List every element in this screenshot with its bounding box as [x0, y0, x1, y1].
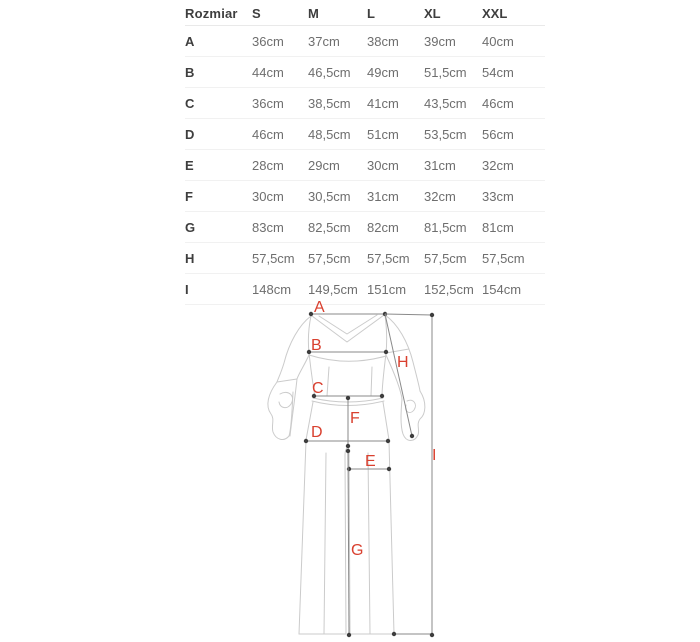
cell-value: 82,5cm: [308, 219, 351, 235]
cell-value: 152,5cm: [424, 281, 474, 297]
cell-value: 57,5cm: [308, 250, 351, 266]
cell-value: 33cm: [482, 188, 514, 204]
cell-value: 37cm: [308, 33, 340, 49]
measure-h: [385, 314, 414, 438]
measure-label-a: A: [314, 299, 325, 316]
row-label: H: [185, 250, 195, 266]
cell-value: 81cm: [482, 219, 514, 235]
cell-value: 57,5cm: [424, 250, 467, 266]
column-header-l: L: [367, 5, 375, 21]
measure-label-b: B: [311, 337, 322, 354]
cell-value: 46cm: [252, 126, 284, 142]
cell-value: 31cm: [424, 157, 456, 173]
measure-c: [312, 380, 384, 398]
cell-value: 48,5cm: [308, 126, 351, 142]
cell-value: 28cm: [252, 157, 284, 173]
measure-b: [307, 337, 388, 354]
cell-value: 39cm: [424, 33, 456, 49]
cell-value: 46,5cm: [308, 64, 351, 80]
measure-label-e: E: [365, 453, 376, 470]
cell-value: 54cm: [482, 64, 514, 80]
measure-label-i: I: [432, 447, 437, 464]
cell-value: 57,5cm: [482, 250, 525, 266]
row-label: A: [185, 33, 195, 49]
cell-value: 30cm: [367, 157, 399, 173]
measure-label-g: G: [351, 542, 364, 559]
cell-value: 51cm: [367, 126, 399, 142]
cell-value: 148cm: [252, 281, 292, 297]
cell-value: 32cm: [424, 188, 456, 204]
column-header-s: S: [252, 5, 261, 21]
cell-value: 49cm: [367, 64, 399, 80]
measure-e: [347, 453, 391, 471]
cell-value: 82cm: [367, 219, 399, 235]
cell-value: 53,5cm: [424, 126, 467, 142]
row-label: I: [185, 281, 189, 297]
cell-value: 30cm: [252, 188, 284, 204]
measure-label-c: C: [312, 380, 324, 397]
measure-g: [346, 449, 364, 637]
measure-label-h: H: [397, 354, 409, 371]
row-label: B: [185, 64, 195, 80]
cell-value: 51,5cm: [424, 64, 467, 80]
cell-value: 83cm: [252, 219, 284, 235]
cell-value: 149,5cm: [308, 281, 358, 297]
cell-value: 57,5cm: [252, 250, 295, 266]
measure-label-f: F: [350, 410, 360, 427]
row-label: C: [185, 95, 195, 111]
measure-a: [309, 299, 387, 316]
measure-f: [346, 396, 360, 448]
cell-value: 32cm: [482, 157, 514, 173]
cell-value: 36cm: [252, 33, 284, 49]
cell-value: 46cm: [482, 95, 514, 111]
row-label: G: [185, 219, 196, 235]
cell-value: 29cm: [308, 157, 340, 173]
cell-value: 30,5cm: [308, 188, 351, 204]
cell-value: 36cm: [252, 95, 284, 111]
cell-value: 41cm: [367, 95, 399, 111]
cell-value: 57,5cm: [367, 250, 410, 266]
cell-value: 81,5cm: [424, 219, 467, 235]
cell-value: 151cm: [367, 281, 407, 297]
cell-value: 38cm: [367, 33, 399, 49]
cell-value: 40cm: [482, 33, 514, 49]
cell-value: 38,5cm: [308, 95, 351, 111]
cell-value: 56cm: [482, 126, 514, 142]
column-header-m: M: [308, 5, 319, 21]
column-header-xxl: XXL: [482, 5, 508, 21]
measure-d: [304, 424, 390, 443]
measure-label-d: D: [311, 424, 323, 441]
row-label: D: [185, 126, 195, 142]
cell-value: 44cm: [252, 64, 284, 80]
column-header-xl: XL: [424, 5, 441, 21]
column-header-rozmiar: Rozmiar: [185, 5, 238, 21]
row-label: E: [185, 157, 194, 173]
cell-value: 43,5cm: [424, 95, 467, 111]
cell-value: 154cm: [482, 281, 522, 297]
row-label: F: [185, 188, 194, 204]
cell-value: 31cm: [367, 188, 399, 204]
